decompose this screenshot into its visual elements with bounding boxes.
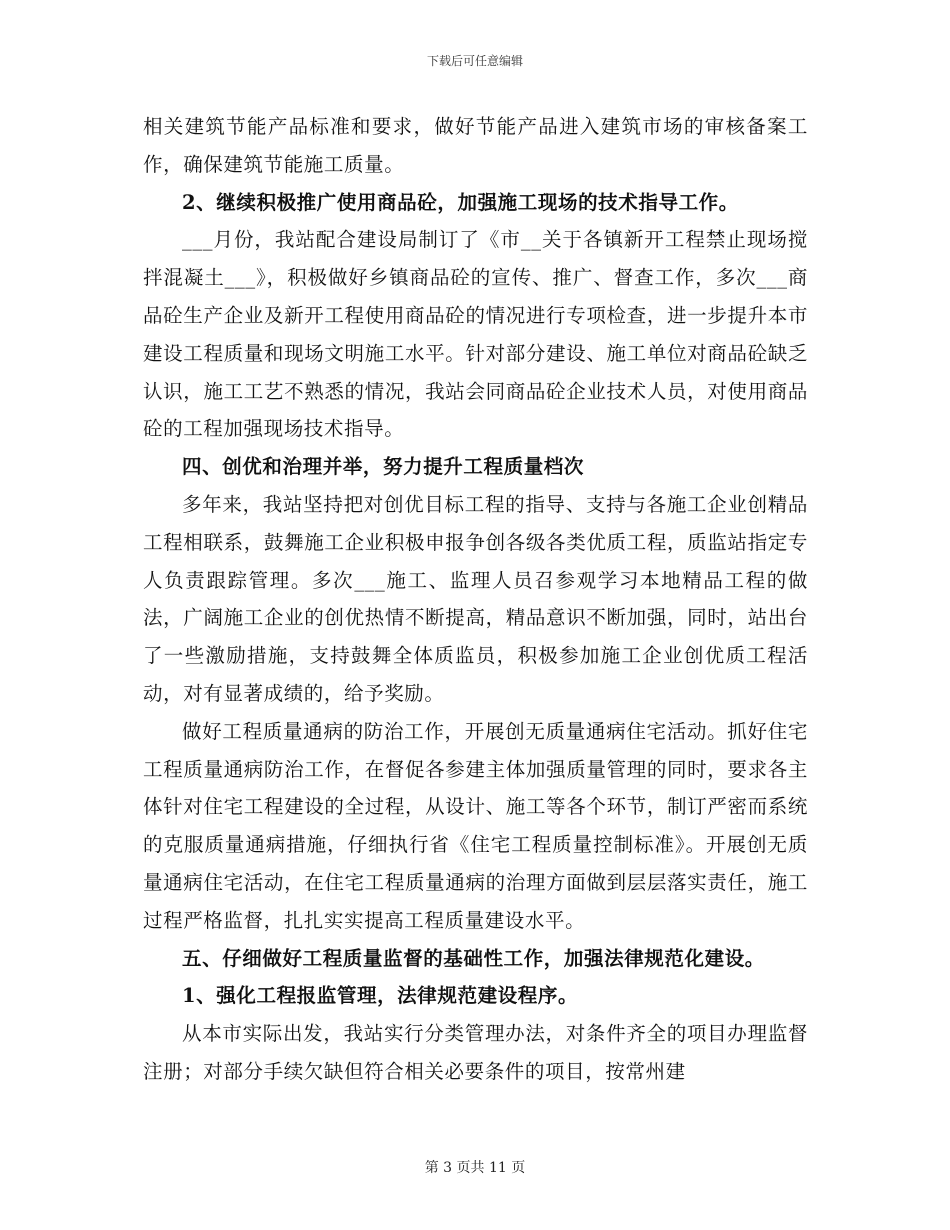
paragraph-quality-defects: 做好工程质量通病的防治工作，开展创无质量通病住宅活动。抓好住宅工程质量通病防治工作，在督促各参建主体加强质量管理的同时，要求各主体针对住宅工程建设的全过程，从设计、施工等各个环节，制订严密而系统的克服质量通病措施，仔细执行省《住宅工程质量控制标准》。开展创无质量通病住宅活动，在住宅工程质量通病的治理方面做到层层落实责任，施工过程严格监督，扎扎实实提高工程质量建设水平。 [143, 719, 808, 932]
page-footer: 第 3 页共 11 页 [424, 1160, 526, 1176]
heading-concrete-promotion: 2、继续积极推广使用商品砼，加强施工现场的技术指导工作。 [182, 190, 739, 214]
document-body [143, 108, 808, 1091]
paragraph-classified-management: 从本市实际出发，我站实行分类管理办法，对条件齐全的项目办理监督注册；对部分手续欠缺但符合相关必要条件的项目，按常州建 [143, 1022, 808, 1083]
paragraph-concrete-promotion: ___月份，我站配合建设局制订了《市__关于各镇新开工程禁止现场搅拌混凝土___》，积极做好乡镇商品砼的宣传、推广、督查工作，多次___商品砼生产企业及新开工程使用商品砼的情况进行专项检查，进一步提升本市建设工程质量和现场文明施工水平。针对部分建设、施工单位对商品砼缺乏认识，施工工艺不熟悉的情况，我站会同商品砼企业技术人员，对使用商品砼的工程加强现场技术指导。 [143, 228, 808, 441]
heading-basic-supervision-work: 五、仔细做好工程质量监督的基础性工作，加强法律规范化建设。 [182, 946, 765, 970]
paragraph-excellence-projects: 多年来，我站坚持把对创优目标工程的指导、支持与各施工企业创精品工程相联系，鼓舞施工企业积极申报争创各级各类优质工程，质监站指定专人负责跟踪管理。多次___施工、监理人员召参观学习本地精品工程的做法，广阔施工企业的创优热情不断提高，精品意识不断加强，同时，站出台了一些激励措施，支持鼓舞全体质监员，积极参加施工企业创优质工程活动，对有显著成绩的，给予奖励。 [143, 492, 808, 705]
page-header: 下载后可任意编辑 [426, 54, 523, 68]
heading-registration-management: 1、强化工程报监管理，法律规范建设程序。 [182, 984, 579, 1008]
heading-quality-improvement: 四、创优和治理并举，努力提升工程质量档次 [182, 455, 585, 479]
paragraph-energy-standards: 相关建筑节能产品标准和要求，做好节能产品进入建筑市场的审核备案工作，确保建筑节能施工质量。 [143, 115, 808, 176]
